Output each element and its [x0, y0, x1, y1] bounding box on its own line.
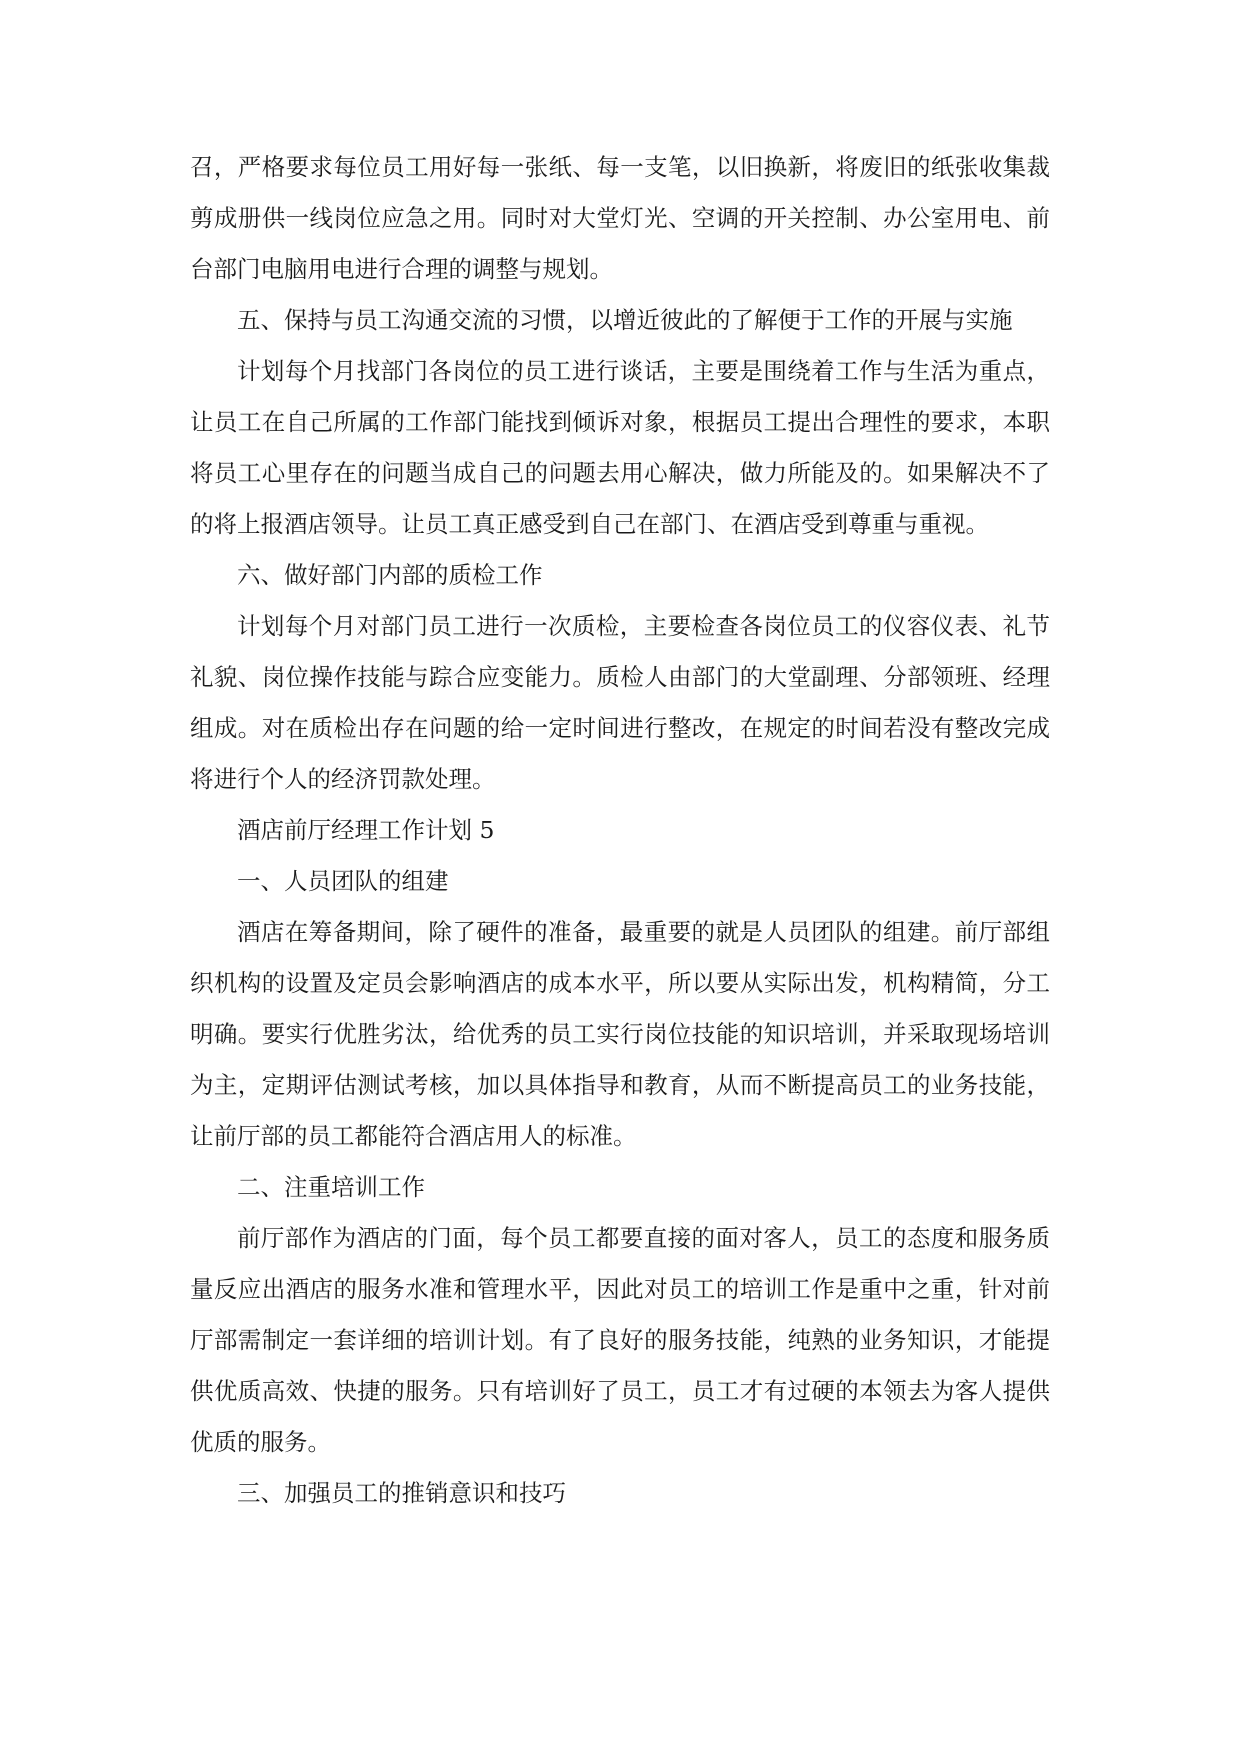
document-title: 酒店前厅经理工作计划 5: [237, 816, 495, 844]
document-body: [190, 142, 1050, 1519]
body-paragraph: 计划每个月对部门员工进行一次质检，主要检查各岗位员工的仪容仪表、礼节礼貌、岗位操作技能与踪合应变能力。质检人由部门的大堂副理、分部领班、经理组成。对在质检出存在问题的给一定时间进行整改，在规定的时间若没有整改完成将进行个人的经济罚款处理。: [190, 612, 1050, 793]
section-heading: 六、做好部门内部的质检工作: [237, 561, 543, 589]
body-paragraph: 计划每个月找部门各岗位的员工进行谈话，主要是围绕着工作与生活为重点，让员工在自己所属的工作部门能找到倾诉对象，根据员工提出合理性的要求，本职将员工心里存在的问题当成自己的问题去用心解决，做力所能及的。如果解决不了的将上报酒店领导。让员工真正感受到自己在部门、在酒店受到尊重与重视。: [190, 357, 1050, 538]
section-heading: 五、保持与员工沟通交流的习惯，以增近彼此的了解便于工作的开展与实施: [237, 306, 1013, 334]
section-heading: 二、注重培训工作: [237, 1173, 425, 1201]
section-heading: 三、加强员工的推销意识和技巧: [237, 1479, 566, 1507]
body-paragraph: 酒店在筹备期间，除了硬件的准备，最重要的就是人员团队的组建。前厅部组织机构的设置及定员会影响酒店的成本水平，所以要从实际出发，机构精简，分工明确。要实行优胜劣汰，给优秀的员工实行岗位技能的知识培训，并采取现场培训为主，定期评估测试考核，加以具体指导和教育，从而不断提高员工的业务技能，让前厅部的员工都能符合酒店用人的标准。: [190, 918, 1050, 1150]
body-paragraph: 前厅部作为酒店的门面，每个员工都要直接的面对客人，员工的态度和服务质量反应出酒店的服务水准和管理水平，因此对员工的培训工作是重中之重，针对前厅部需制定一套详细的培训计划。有了良好的服务技能，纯熟的业务知识，才能提供优质高效、快捷的服务。只有培训好了员工，员工才有过硬的本领去为客人提供优质的服务。: [190, 1224, 1050, 1456]
body-paragraph: 召，严格要求每位员工用好每一张纸、每一支笔，以旧换新，将废旧的纸张收集裁剪成册供一线岗位应急之用。同时对大堂灯光、空调的开关控制、办公室用电、前台部门电脑用电进行合理的调整与规划。: [190, 153, 1050, 283]
section-heading: 一、人员团队的组建: [237, 867, 449, 895]
